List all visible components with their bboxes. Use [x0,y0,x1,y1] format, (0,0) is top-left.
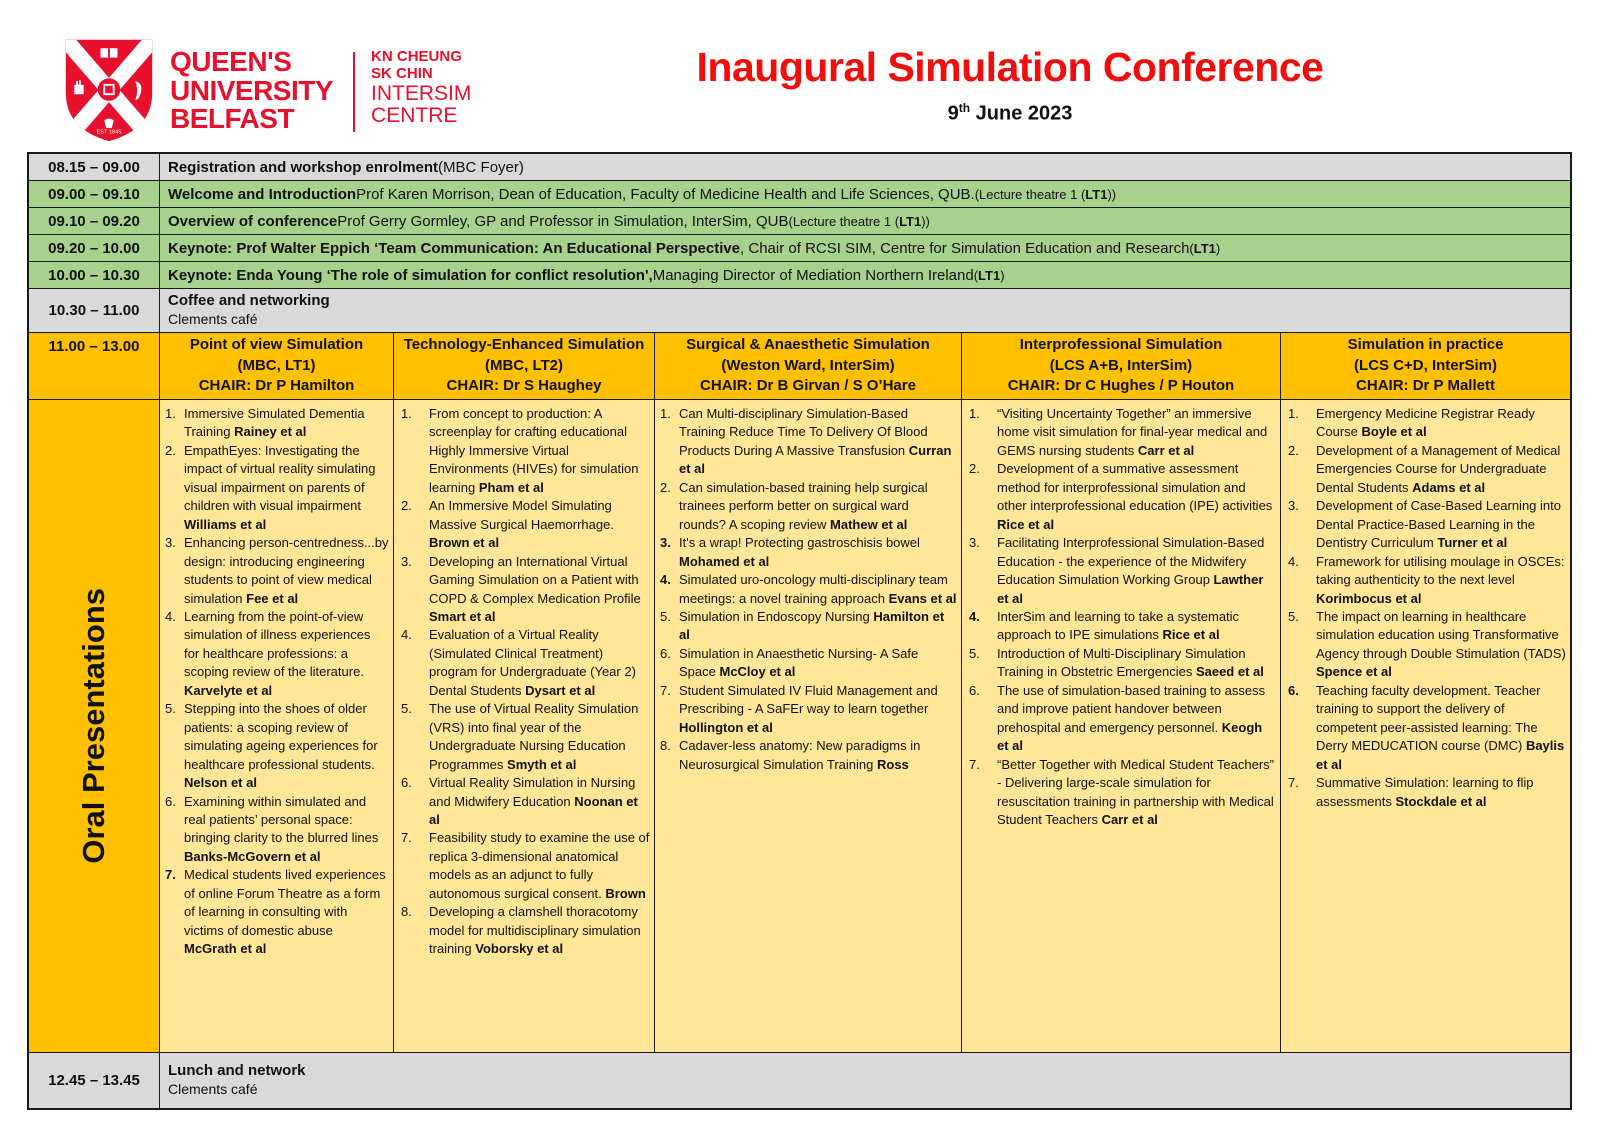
item-number: 2. [1288,442,1299,458]
presentation-item [1286,608,1566,682]
session-cell [160,154,1570,180]
session-header-technology [394,333,655,399]
presentation-item [165,405,389,442]
session-text-segment: Prof Karen Morrison, Dean of Education, Faculty of Medicine Health and Life Sciences, QUB. [356,185,975,203]
session-text-segment: Welcome and Introduction [168,185,357,203]
item-number: 1. [1288,406,1299,421]
presentation-item [660,534,957,571]
item-text: Medical students lived experiences of online Forum Theatre as a form of learning in consulting with victims of domestic abuse McGrath et al [184,867,386,957]
item-authors: Rice et al [997,516,1055,532]
item-authors: Hollington et al [679,719,773,735]
session-header-location: (LCS C+D, InterSim) [1354,356,1497,374]
session-text-segment: , Chair of RCSI SIM, Centre for Simulation Education and Research [740,239,1190,257]
presentation-item [1286,497,1566,552]
presentation-item [165,608,389,700]
item-number: 7. [969,756,980,772]
session-text-segment: (Lecture theatre 1 ( [788,213,900,229]
schedule-table [27,152,1572,1110]
item-authors: Saeed et al [1195,664,1264,680]
item-text: Summative Simulation: learning to flip assessments Stockdale et al [1316,775,1534,809]
time-cell: 11.00 – 13.00 [29,333,160,399]
item-text: “Better Together with Medical Student Teachers” - Delivering large-scale simulation for resuscitation training in partnership with Medical Student Teachers Carr et al [997,756,1274,827]
session-text-segment: LT1 [978,267,1001,283]
presentation-item [1286,682,1566,774]
schedule-row-registration [29,154,1570,181]
session-header-location: (Weston Ward, InterSim) [721,356,895,374]
session-header-title: Technology-Enhanced Simulation [403,335,645,353]
item-text: Development of a Management of Medical Emergencies Course for Undergraduate Dental Students Adams et al [1316,442,1561,495]
presentation-item [399,497,650,552]
presentation-item [660,608,957,645]
item-number: 1. [401,406,412,421]
presentation-item [967,645,1276,682]
item-number: 2. [969,461,980,477]
item-authors: Hamilton et al [679,608,945,643]
session-text-segment: Managing Director of Mediation Northern Ireland [652,266,974,284]
session-text-segment: LT1 [1193,240,1216,256]
session-header-title: Simulation in practice [1347,335,1504,353]
item-number: 6. [969,682,980,698]
presentation-item [1286,405,1566,442]
item-text: Examining within simulated and real patients’ personal space: bringing clarity to the blurred lines Banks-McGovern et al [184,793,379,864]
schedule-row-welcome [29,181,1570,208]
presentation-item [660,645,957,682]
item-authors: Carr et al [1101,811,1158,827]
session-header-chair: CHAIR: Dr C Hughes / P Houton [1007,377,1235,395]
session-text-segment: )) [921,213,930,229]
presentation-item [399,774,650,829]
item-number: 4. [660,572,671,588]
item-authors: Dysart et al [525,682,596,698]
item-authors: Boyle et al [1361,424,1427,440]
item-text: Simulation in Endoscopy Nursing Hamilton et al [679,608,945,643]
session-text-segment: (Lecture theatre 1 ( [974,186,1086,202]
item-authors: Korimbocus et al [1316,590,1422,606]
item-authors: Mathew et al [830,516,908,532]
wordmark-line: QUEEN'S [170,46,292,77]
session-text-segment: Registration and workshop enrolment [168,158,439,176]
session-venue: Clements café [168,311,258,328]
item-text: Can simulation-based training help surgical trainees perform better on surgical ward rounds? A scoping review Mathew et al [679,479,928,532]
item-text: Virtual Reality Simulation in Nursing and Midwifery Education Noonan et al [429,775,638,827]
session-text-segment: )) [1107,186,1117,202]
schedule-row-lunch [29,1053,1570,1108]
time-cell: 12.45 – 13.45 [29,1053,160,1108]
item-text: Facilitating Interprofessional Simulation-Based Education - the experience of the Midwifery Education Simulation Working Group Lawther et al [997,535,1265,606]
session-header-chair: CHAIR: Dr B Girvan / S O’Hare [700,377,916,395]
session-text-segment: LT1 [1085,186,1108,202]
qub-crest-icon [62,36,156,149]
item-number: 2. [165,442,176,458]
item-text: The use of Virtual Reality Simulation (VRS) into final year of the Undergraduate Nursing Education Programmes Smyth et al [429,701,639,772]
time-cell: 08.15 – 09.00 [29,154,160,180]
item-text: InterSim and learning to take a systematic approach to IPE simulations Rice et al [997,608,1240,643]
presentation-item [165,793,389,867]
presentation-item [660,737,957,774]
session-venue: Clements café [168,1081,258,1098]
session-header-location: (MBC, LT1) [237,356,316,374]
presentation-item [1286,553,1566,608]
item-text: Simulation in Anaesthetic Nursing- A Safe Space McCloy et al [679,645,919,680]
presentation-item [399,829,650,903]
conference-date: 9th June 2023 [947,101,1073,125]
item-number: 7. [401,830,412,846]
item-text: “Visiting Uncertainty Together” an immersive home visit simulation for final-year medical and GEMS nursing students Carr et al [997,406,1268,458]
item-authors: Stockdale et al [1395,793,1487,809]
presentation-item [660,571,957,608]
session-header-chair: CHAIR: Dr P Mallett [1356,377,1495,395]
item-authors: Spence et al [1316,664,1392,680]
item-authors: Williams et al [184,516,267,532]
time-cell: 10.00 – 10.30 [29,262,160,288]
item-number: 1. [660,406,671,421]
item-text: EmpathEyes: Investigating the impact of virtual reality simulating visual impairment on parents of children with visual impairment Williams et al [184,442,376,532]
item-authors: Mohamed et al [679,553,770,569]
item-text: Teaching faculty development. Teacher training to support the delivery of competent peer-assisted learning: The Derry MEDUCATION course (DMC) Baylis et al [1316,682,1565,772]
presentation-item [165,866,389,958]
time-cell: 09.20 – 10.00 [29,235,160,261]
item-authors: Keogh et al [997,719,1263,754]
item-text: Immersive Simulated Dementia Training Rainey et al [184,406,365,440]
session-text-segment: ) [1215,240,1221,256]
item-number: 6. [165,793,176,809]
item-number: 6. [1288,682,1299,698]
column-point-of-view [160,400,394,1052]
item-text: The use of simulation-based training to assess and improve patient handover between prehospital and emergency personnel. Keogh et al [997,682,1266,754]
item-number: 1. [969,406,980,421]
session-cell [160,181,1570,207]
item-text: Development of Case-Based Learning into Dental Practice-Based Learning in the Dentistry Curriculum Turner et al [1316,498,1561,551]
item-number: 7. [660,682,671,698]
item-text: From concept to production: A screenplay for crafting educational Highly Immersive Virtual Environments (HIVEs) for simulation learning Pham et al [429,406,639,495]
session-header-location: (LCS A+B, InterSim) [1049,356,1193,374]
item-text: It's a wrap! Protecting gastroschisis bowel Mohamed et al [679,535,920,569]
session-text-segment: LT1 [899,213,922,229]
item-text: Introduction of Multi-Disciplinary Simulation Training in Obstetric Emergencies Saeed et al [997,645,1264,680]
item-authors: Nelson et al [184,775,257,791]
session-header-chair: CHAIR: Dr S Haughey [446,377,602,395]
item-text: Enhancing person-centredness...by design: introducing engineering students to point of view medical simulation Fee et al [184,535,389,606]
centre-line: KN CHEUNG [371,48,462,65]
item-authors: Pham et al [478,479,544,495]
oral-presentations-label: Oral Presentations [76,588,111,864]
item-text: Can Multi-disciplinary Simulation-Based Training Reduce Time To Delivery Of Blood Products During A Massive Transfusion Curran et al [679,406,952,477]
item-text: Framework for utilising moulage in OSCEs: taking authenticity to the next level Korimbocus et al [1316,553,1565,606]
session-text-segment: Prof Gerry Gormley, GP and Professor in Simulation, InterSim, QUB [337,212,789,230]
logo-divider [353,52,355,132]
item-number: 3. [969,535,980,551]
item-number: 2. [401,498,412,514]
item-text: Developing a clamshell thoracotomy model for multidisciplinary simulation training Voborsky et al [429,904,641,957]
presentation-item [660,682,957,737]
session-text-segment: Overview of conference [168,212,338,230]
item-number: 7. [165,867,176,883]
session-cell [160,235,1570,261]
oral-presentations-row [29,400,1570,1053]
item-authors: Carr et al [1137,442,1195,458]
presentation-item [967,608,1276,645]
intersim-centre-wordmark [371,36,471,128]
page-title: Inaugural Simulation Conference [696,44,1324,90]
item-number: 2. [660,479,671,495]
session-text-segment: ( [1189,240,1194,256]
centre-line: INTERSIM [371,81,472,105]
item-authors: Karvelyte et al [184,682,273,698]
session-title: Coffee and networking [168,292,330,310]
item-text: Stepping into the shoes of older patients: a scoping review of simulating ageing experiences for healthcare professional students. Nelson et al [184,701,378,791]
session-header-practice [1281,333,1570,399]
item-number: 5. [969,645,980,661]
item-authors: Turner et al [1437,535,1508,551]
item-text: Learning from the point-of-view simulation of illness experiences for healthcare professions: a scoping review of the literature. Karvelyte et al [184,608,371,698]
schedule-row-keynote-eppich [29,235,1570,262]
presentation-item [399,553,650,627]
item-number: 5. [1288,608,1299,624]
presentation-item [1286,442,1566,497]
presentation-item [165,534,389,608]
centre-line: CENTRE [371,104,458,128]
item-authors: McGrath et al [184,941,267,957]
item-number: 1. [165,406,176,421]
time-cell: 10.30 – 11.00 [29,289,160,332]
item-number: 8. [401,904,412,920]
presentation-item [660,479,957,534]
item-number: 4. [1288,553,1299,569]
session-header-title: Interprofessional Simulation [1019,335,1223,353]
session-header-point-of-view [160,333,394,399]
item-authors: Rainey et al [234,424,307,440]
item-number: 5. [165,701,176,717]
item-number: 4. [401,627,412,643]
item-authors: McCloy et al [719,664,796,680]
schedule-row-coffee [29,289,1570,333]
time-cell: 09.00 – 09.10 [29,181,160,207]
column-technology [394,400,655,1052]
oral-presentations-sidebar [29,400,160,1052]
session-header-surgical [655,333,962,399]
time-cell: 09.10 – 09.20 [29,208,160,234]
item-number: 3. [401,553,412,569]
item-text: Evaluation of a Virtual Reality (Simulated Clinical Treatment) program for Undergraduate (Year 2) Dental Students Dysart et al [429,627,636,698]
item-text: Simulated uro-oncology multi-disciplinary team meetings: a novel training approach Evans et al [679,572,957,606]
item-authors: Lawther et al [997,572,1264,606]
session-cell [160,1053,1570,1108]
item-number: 3. [1288,498,1299,514]
wordmark-line: BELFAST [170,103,295,135]
item-text: Emergency Medicine Registrar Ready Course Boyle et al [1316,406,1535,440]
column-surgical [655,400,962,1052]
session-header-location: (MBC, LT2) [484,356,564,374]
presentation-item [967,460,1276,534]
session-text-segment: Keynote: Enda Young ‘The role of simulation for conflict resolution', [168,266,653,284]
item-number: 4. [969,608,980,624]
session-cell [160,208,1570,234]
item-authors: Adams et al [1412,479,1486,495]
presentation-item [399,700,650,774]
item-authors: Baylis et al [1316,738,1565,772]
centre-line: SK CHIN [371,65,433,83]
presentation-item [1286,774,1566,811]
item-text: An Immersive Model Simulating Massive Surgical Haemorrhage. Brown et al [429,498,614,551]
presentation-item [660,405,957,479]
item-authors: Noonan et al [429,793,638,827]
session-text-segment: (MBC Foyer) [438,158,524,176]
header-branding [62,36,471,149]
crest-estd-text: EST 1845 [96,129,122,136]
item-number: 8. [660,738,671,754]
presentation-item [399,626,650,700]
session-text-segment: Keynote: Prof Walter Eppich ‘Team Communication: An Educational Perspective [168,239,741,257]
parallel-sessions-header-row [29,333,1570,400]
item-text: Student Simulated IV Fluid Management and Prescribing - A SaFEr way to learn together Hollington et al [679,682,938,735]
item-number: 4. [165,608,176,624]
session-header-title: Surgical & Anaesthetic Simulation [686,335,930,353]
item-text: Cadaver-less anatomy: New paradigms in Neurosurgical Simulation Training Ross [679,738,921,772]
item-authors: Ross [876,756,909,772]
presentation-item [399,405,650,497]
item-number: 7. [1288,775,1299,791]
item-authors: Rice et al [1162,627,1220,643]
presentation-item [967,534,1276,608]
item-authors: Smyth et al [507,756,577,772]
item-authors: Brown et al [429,535,500,551]
item-text: Developing an International Virtual Gaming Simulation on a Patient with COPD & Complex Medication Profile Smart et al [429,553,641,624]
session-cell [160,262,1570,288]
column-practice [1281,400,1570,1052]
university-wordmark [170,36,333,134]
session-title: Lunch and network [168,1062,306,1080]
item-authors: Brown [605,885,646,901]
wordmark-line: UNIVERSITY [170,74,334,106]
session-header-title: Point of view Simulation [189,335,364,353]
column-interprofessional [962,400,1281,1052]
session-header-chair: CHAIR: Dr P Hamilton [198,377,355,395]
item-authors: Curran et al [679,442,952,477]
item-authors: Evans et al [888,590,957,606]
item-text: Development of a summative assessment method for interprofessional simulation and other interprofessional education (IPE) activities Rice et al [997,461,1273,532]
item-number: 5. [401,701,412,717]
schedule-row-overview [29,208,1570,235]
item-authors: Fee et al [246,590,299,606]
item-authors: Smart et al [429,608,496,624]
presentation-item [399,903,650,958]
item-authors: Banks-McGovern et al [184,848,321,864]
item-text: The impact on learning in healthcare simulation education using Transformative Agency through Double Stimulation (TADS) Spence et al [1316,608,1566,680]
presentation-item [967,682,1276,756]
session-text-segment: ) [1000,267,1005,283]
session-header-interprofessional [962,333,1281,399]
presentation-item [967,756,1276,830]
title-block [600,44,1420,126]
item-text: Feasibility study to examine the use of replica 3-dimensional anatomical models as an adjunct to fully autonomous surgical consent. Brown [429,830,650,901]
item-number: 5. [660,608,671,624]
presentation-item [165,442,389,534]
item-number: 6. [660,645,671,661]
item-number: 3. [165,535,176,551]
presentation-item [967,405,1276,460]
item-authors: Voborsky et al [475,941,564,957]
item-number: 6. [401,775,412,791]
schedule-row-keynote-young [29,262,1570,289]
item-number: 3. [660,535,671,551]
session-text-segment: ( [973,267,979,283]
session-cell [160,289,1570,332]
presentation-item [165,700,389,792]
